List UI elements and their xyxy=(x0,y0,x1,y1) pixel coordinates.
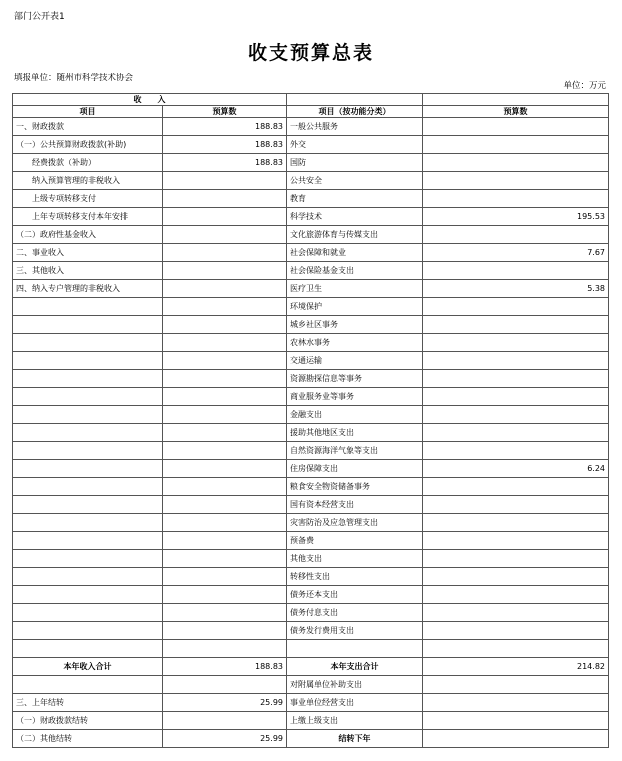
col-expense-amount: 预算数 xyxy=(423,106,609,118)
table-row xyxy=(13,694,609,712)
income-item-cell xyxy=(13,550,163,568)
income-amount-cell xyxy=(163,388,287,406)
expense-item-cell: 资源勘探信息等事务 xyxy=(287,370,423,388)
column-header-row xyxy=(13,106,609,118)
expense-item-cell: 对附属单位补助支出 xyxy=(287,676,423,694)
income-item-cell xyxy=(13,352,163,370)
expense-amount-cell xyxy=(423,334,609,352)
income-amount-cell xyxy=(163,550,287,568)
income-item-cell: （二）其他结转 xyxy=(13,730,163,748)
expense-amount-cell xyxy=(423,352,609,370)
income-item-cell xyxy=(13,298,163,316)
table-row xyxy=(13,532,609,550)
table-row xyxy=(13,262,609,280)
expense-item-cell xyxy=(287,640,423,658)
expense-item-cell: 文化旅游体育与传媒支出 xyxy=(287,226,423,244)
empty-cell xyxy=(423,94,609,106)
income-amount-cell xyxy=(163,442,287,460)
table-row xyxy=(13,136,609,154)
expense-item-cell: 公共安全 xyxy=(287,172,423,190)
table-row xyxy=(13,118,609,136)
section-header-row xyxy=(13,94,609,106)
income-amount-cell xyxy=(163,622,287,640)
filing-unit: 填报单位：随州市科学技术协会 xyxy=(14,73,134,83)
expense-item-cell: 教育 xyxy=(287,190,423,208)
expense-amount-cell: 7.67 xyxy=(423,244,609,262)
total-income-amount: 188.83 xyxy=(163,658,287,676)
table-row xyxy=(13,550,609,568)
expense-item-cell: 自然资源海洋气象等支出 xyxy=(287,442,423,460)
total-expense-label: 本年支出合计 xyxy=(287,658,423,676)
currency-unit: 单位：万元 xyxy=(563,81,606,91)
expense-item-cell: 其他支出 xyxy=(287,550,423,568)
table-row xyxy=(13,424,609,442)
expense-amount-cell xyxy=(423,442,609,460)
income-amount-cell xyxy=(163,586,287,604)
expense-item-cell: 商业服务业等事务 xyxy=(287,388,423,406)
income-amount-cell: 188.83 xyxy=(163,118,287,136)
expense-item-cell: 债务付息支出 xyxy=(287,604,423,622)
expense-amount-cell xyxy=(423,496,609,514)
table-row xyxy=(13,226,609,244)
income-amount-cell xyxy=(163,352,287,370)
expense-item-cell: 科学技术 xyxy=(287,208,423,226)
income-item-cell xyxy=(13,532,163,550)
table-row xyxy=(13,604,609,622)
expense-item-cell: 医疗卫生 xyxy=(287,280,423,298)
table-row xyxy=(13,352,609,370)
expense-amount-cell xyxy=(423,226,609,244)
expense-item-cell: 预备费 xyxy=(287,532,423,550)
expense-item-cell: 交通运输 xyxy=(287,352,423,370)
table-row xyxy=(13,712,609,730)
table-row xyxy=(13,496,609,514)
income-amount-cell xyxy=(163,640,287,658)
table-row xyxy=(13,208,609,226)
income-item-cell xyxy=(13,442,163,460)
page-title: 收支预算总表 xyxy=(247,42,374,64)
expense-amount-cell xyxy=(423,604,609,622)
expense-amount-cell xyxy=(423,730,609,748)
expense-item-cell: 住房保障支出 xyxy=(287,460,423,478)
income-amount-cell xyxy=(163,244,287,262)
income-item-cell xyxy=(13,676,163,694)
income-amount-cell xyxy=(163,568,287,586)
total-row xyxy=(13,658,609,676)
income-amount-cell xyxy=(163,262,287,280)
table-row xyxy=(13,406,609,424)
table-row xyxy=(13,190,609,208)
income-item-cell xyxy=(13,406,163,424)
expense-item-cell: 社会保障和就业 xyxy=(287,244,423,262)
income-amount-cell xyxy=(163,460,287,478)
expense-item-cell: 结转下年 xyxy=(287,730,423,748)
expense-amount-cell xyxy=(423,712,609,730)
col-income-item: 项目 xyxy=(13,106,163,118)
income-item-cell xyxy=(13,514,163,532)
table-row xyxy=(13,280,609,298)
table-row xyxy=(13,370,609,388)
expense-item-cell: 国有资本经营支出 xyxy=(287,496,423,514)
income-item-cell: （一）财政拨款结转 xyxy=(13,712,163,730)
expense-item-cell: 灾害防治及应急管理支出 xyxy=(287,514,423,532)
income-item-cell: 三、上年结转 xyxy=(13,694,163,712)
income-amount-cell xyxy=(163,604,287,622)
col-expense-item: 项目（按功能分类） xyxy=(287,106,423,118)
expense-amount-cell xyxy=(423,550,609,568)
income-amount-cell xyxy=(163,532,287,550)
income-item-cell: 上级专项转移支付 xyxy=(13,190,163,208)
expense-amount-cell xyxy=(423,154,609,172)
expense-amount-cell xyxy=(423,172,609,190)
table-row xyxy=(13,442,609,460)
expense-amount-cell xyxy=(423,370,609,388)
expense-amount-cell xyxy=(423,676,609,694)
total-expense-amount: 214.82 xyxy=(423,658,609,676)
income-item-cell: 经费拨款（补助） xyxy=(13,154,163,172)
income-amount-cell xyxy=(163,172,287,190)
expense-amount-cell xyxy=(423,586,609,604)
table-row xyxy=(13,298,609,316)
expense-amount-cell xyxy=(423,514,609,532)
expense-amount-cell xyxy=(423,478,609,496)
table-row xyxy=(13,514,609,532)
income-item-cell: 三、其他收入 xyxy=(13,262,163,280)
table-row xyxy=(13,316,609,334)
income-amount-cell xyxy=(163,370,287,388)
expense-amount-cell xyxy=(423,118,609,136)
expense-amount-cell xyxy=(423,622,609,640)
expense-item-cell: 金融支出 xyxy=(287,406,423,424)
income-item-cell xyxy=(13,334,163,352)
income-item-cell: 二、事业收入 xyxy=(13,244,163,262)
income-item-cell: 上年专项转移支付本年安排 xyxy=(13,208,163,226)
income-item-cell xyxy=(13,388,163,406)
income-item-cell: 四、纳入专户管理的非税收入 xyxy=(13,280,163,298)
income-amount-cell: 188.83 xyxy=(163,136,287,154)
income-item-cell: （二）政府性基金收入 xyxy=(13,226,163,244)
table-row xyxy=(13,478,609,496)
table-row xyxy=(13,730,609,748)
expense-item-cell: 外交 xyxy=(287,136,423,154)
table-row xyxy=(13,586,609,604)
expense-amount-cell xyxy=(423,406,609,424)
table-number-label: 部门公开表1 xyxy=(14,12,65,22)
empty-cell xyxy=(287,94,423,106)
income-amount-cell: 25.99 xyxy=(163,694,287,712)
income-item-cell xyxy=(13,568,163,586)
income-amount-cell xyxy=(163,712,287,730)
income-amount-cell xyxy=(163,496,287,514)
expense-item-cell: 债务还本支出 xyxy=(287,586,423,604)
income-item-cell: 纳入预算管理的非税收入 xyxy=(13,172,163,190)
income-item-cell xyxy=(13,604,163,622)
table-row xyxy=(13,640,609,658)
income-item-cell xyxy=(13,640,163,658)
table-row xyxy=(13,676,609,694)
income-amount-cell xyxy=(163,208,287,226)
expense-amount-cell xyxy=(423,190,609,208)
budget-table xyxy=(12,93,609,748)
expense-amount-cell xyxy=(423,316,609,334)
table-row xyxy=(13,172,609,190)
income-section-label: 收 入 xyxy=(13,94,287,106)
income-item-cell xyxy=(13,370,163,388)
table-row xyxy=(13,334,609,352)
expense-item-cell: 上缴上级支出 xyxy=(287,712,423,730)
expense-item-cell: 社会保险基金支出 xyxy=(287,262,423,280)
expense-amount-cell xyxy=(423,298,609,316)
income-amount-cell xyxy=(163,514,287,532)
income-amount-cell xyxy=(163,316,287,334)
expense-amount-cell: 6.24 xyxy=(423,460,609,478)
expense-item-cell: 城乡社区事务 xyxy=(287,316,423,334)
table-row xyxy=(13,388,609,406)
income-amount-cell: 25.99 xyxy=(163,730,287,748)
expense-item-cell: 农林水事务 xyxy=(287,334,423,352)
expense-amount-cell xyxy=(423,532,609,550)
total-income-label: 本年收入合计 xyxy=(13,658,163,676)
income-amount-cell xyxy=(163,226,287,244)
expense-amount-cell xyxy=(423,262,609,280)
expense-amount-cell xyxy=(423,568,609,586)
expense-item-cell: 援助其他地区支出 xyxy=(287,424,423,442)
table-row xyxy=(13,622,609,640)
income-item-cell: （一）公共预算财政拨款(补助) xyxy=(13,136,163,154)
expense-amount-cell xyxy=(423,136,609,154)
expense-amount-cell xyxy=(423,388,609,406)
expense-item-cell: 转移性支出 xyxy=(287,568,423,586)
income-amount-cell xyxy=(163,334,287,352)
table-row xyxy=(13,460,609,478)
col-income-amount: 预算数 xyxy=(163,106,287,118)
expense-item-cell: 一般公共服务 xyxy=(287,118,423,136)
income-amount-cell xyxy=(163,280,287,298)
expense-amount-cell: 195.53 xyxy=(423,208,609,226)
income-amount-cell xyxy=(163,478,287,496)
income-amount-cell xyxy=(163,676,287,694)
income-item-cell xyxy=(13,424,163,442)
table-row xyxy=(13,568,609,586)
income-item-cell xyxy=(13,478,163,496)
income-item-cell: 一、财政拨款 xyxy=(13,118,163,136)
expense-item-cell: 国防 xyxy=(287,154,423,172)
expense-item-cell: 环境保护 xyxy=(287,298,423,316)
income-item-cell xyxy=(13,496,163,514)
income-item-cell xyxy=(13,586,163,604)
expense-amount-cell: 5.38 xyxy=(423,280,609,298)
expense-amount-cell xyxy=(423,424,609,442)
table-row xyxy=(13,154,609,172)
expense-item-cell: 债务发行费用支出 xyxy=(287,622,423,640)
income-amount-cell xyxy=(163,424,287,442)
income-amount-cell xyxy=(163,190,287,208)
expense-amount-cell xyxy=(423,694,609,712)
income-item-cell xyxy=(13,622,163,640)
expense-amount-cell xyxy=(423,640,609,658)
table-row xyxy=(13,244,609,262)
income-item-cell xyxy=(13,460,163,478)
expense-item-cell: 粮食安全物资储备事务 xyxy=(287,478,423,496)
income-amount-cell: 188.83 xyxy=(163,154,287,172)
income-amount-cell xyxy=(163,406,287,424)
expense-item-cell: 事业单位经营支出 xyxy=(287,694,423,712)
income-amount-cell xyxy=(163,298,287,316)
income-item-cell xyxy=(13,316,163,334)
